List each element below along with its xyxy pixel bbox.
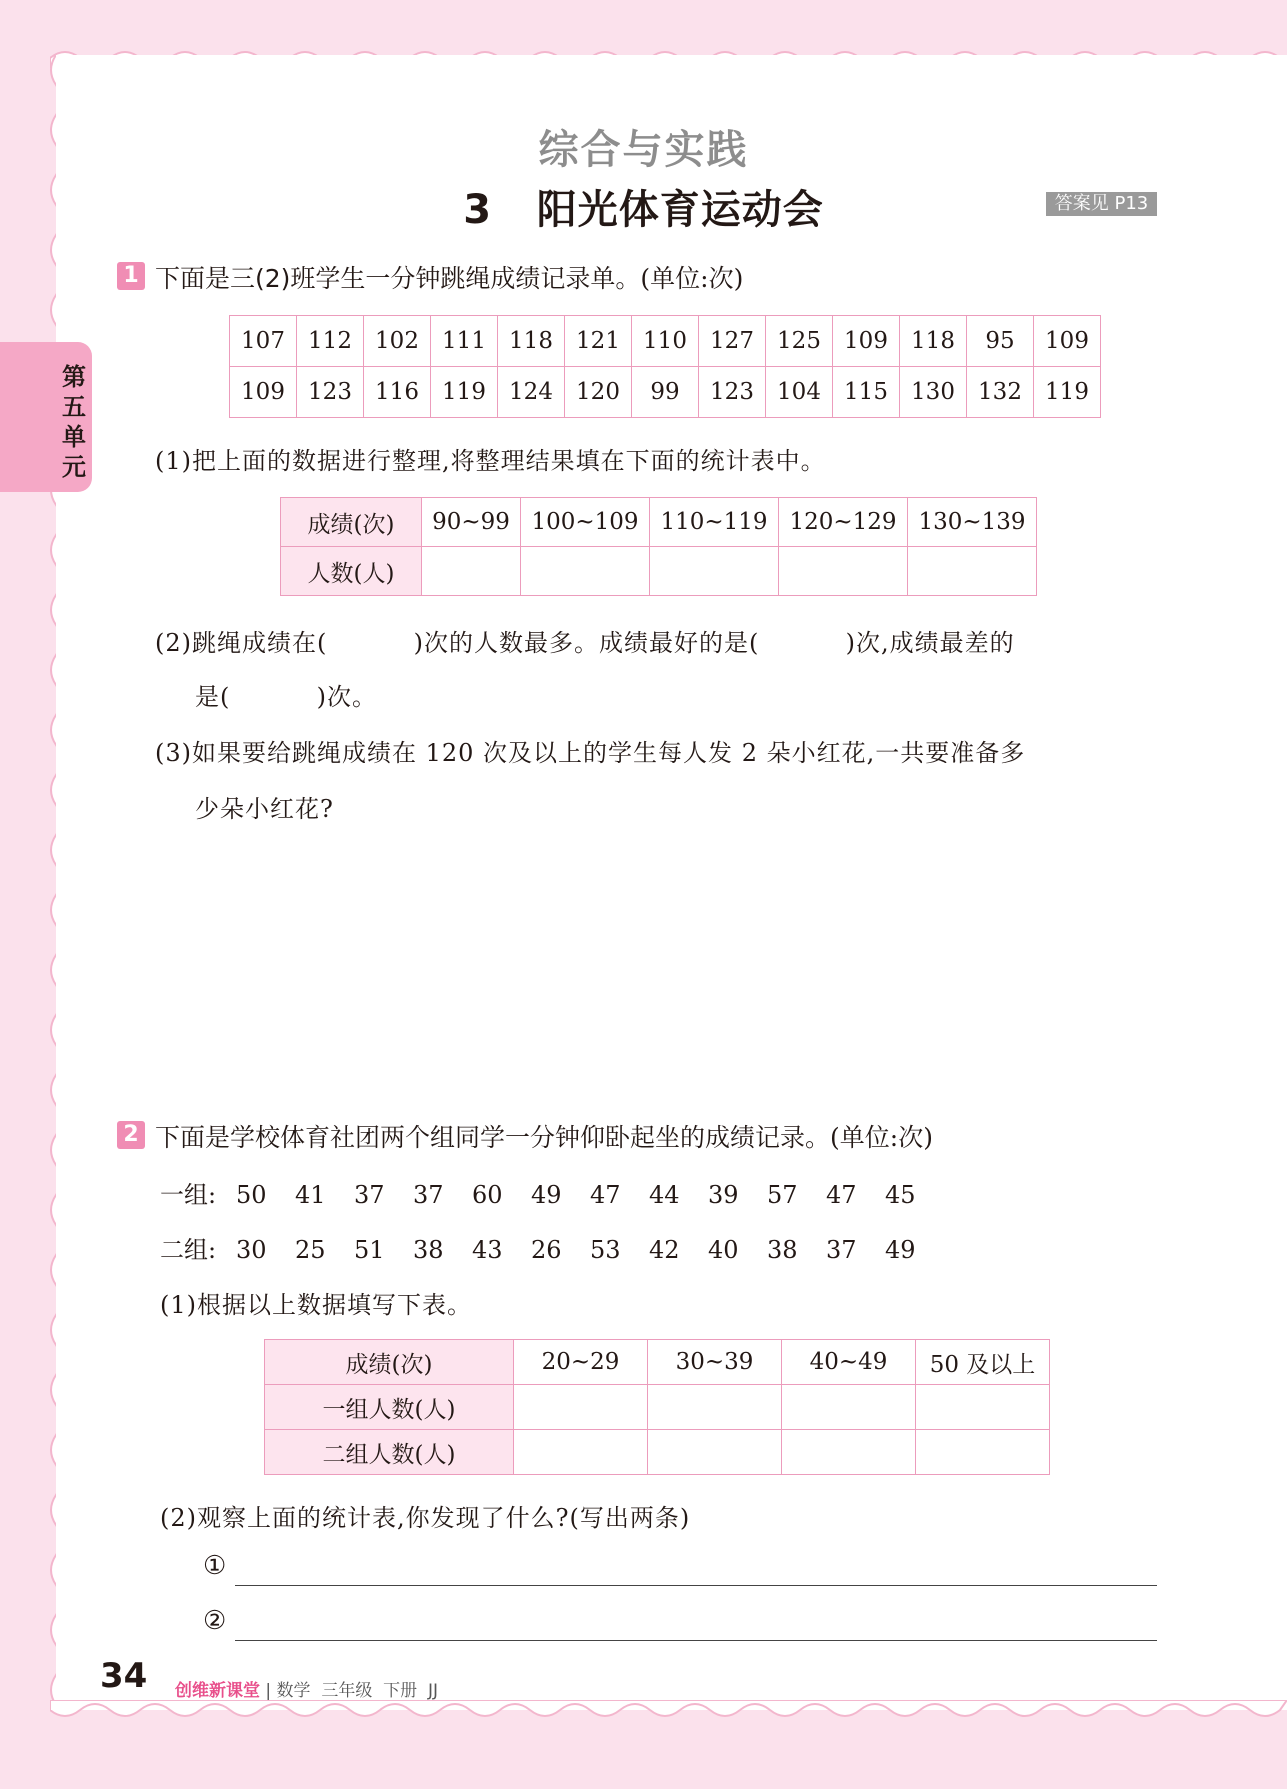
q2-count-input-cell[interactable]: [648, 1430, 782, 1475]
record-cell: 95: [967, 316, 1034, 367]
q1-statistics-table: [280, 497, 1037, 596]
group-1-scores: [160, 1175, 944, 1210]
record-cell: 120: [565, 367, 632, 418]
q1-count-input-cell[interactable]: [908, 547, 1037, 596]
q2-group1-count-row: [265, 1385, 1050, 1430]
q1-part2-line1: (2)跳绳成绩在( )次的人数最多。成绩最好的是( )次,成绩最差的: [155, 629, 1015, 657]
q2-range-cell: 40~49: [782, 1340, 916, 1385]
q2-stat-row-label: 成绩(次): [265, 1340, 514, 1385]
q1-part3-line2: 少朵小红花?: [195, 795, 334, 823]
record-cell: 123: [699, 367, 766, 418]
group-2-score: 38: [413, 1236, 444, 1264]
group-1-score: 41: [295, 1181, 326, 1209]
unit-side-tab: [0, 342, 92, 492]
record-cell: 118: [498, 316, 565, 367]
q2-count-input-cell[interactable]: [916, 1430, 1050, 1475]
question-2-prompt: 下面是学校体育社团两个组同学一分钟仰卧起坐的成绩记录。: [155, 1123, 831, 1152]
q2-count-input-cell[interactable]: [648, 1385, 782, 1430]
record-cell: 109: [230, 367, 297, 418]
record-cell: 102: [364, 316, 431, 367]
answer-reference-badge: 答案见 P13: [1046, 192, 1157, 216]
q1-range-cell: 90~99: [422, 498, 521, 547]
record-cell: 110: [632, 316, 699, 367]
record-cell: 107: [230, 316, 297, 367]
record-cell: 118: [900, 316, 967, 367]
group-1-score: 47: [590, 1181, 621, 1209]
q2-count-input-cell[interactable]: [782, 1430, 916, 1475]
wavy-border-bottom: [50, 1700, 1287, 1724]
q1-count-input-cell[interactable]: [521, 547, 650, 596]
q1-stat-count-row: [281, 547, 1037, 596]
q2-range-cell: 50 及以上: [916, 1340, 1050, 1385]
q2-stat-row-label: 一组人数(人): [265, 1385, 514, 1430]
group-2-score: 49: [885, 1236, 916, 1264]
question-2-unit: (单位:次): [830, 1123, 933, 1152]
q1-range-cell: 130~139: [908, 498, 1037, 547]
record-cell: 111: [431, 316, 498, 367]
q1-part1-text: (1)把上面的数据进行整理,将整理结果填在下面的统计表中。: [155, 447, 826, 475]
record-row-2: [230, 367, 1101, 418]
group-1-score: 37: [413, 1181, 444, 1209]
record-cell: 104: [766, 367, 833, 418]
question-1-text: [155, 259, 743, 295]
q2-stat-row-label: 二组人数(人): [265, 1430, 514, 1475]
answer-line-1[interactable]: [235, 1585, 1157, 1586]
q1-stat-row-label: 成绩(次): [281, 498, 422, 547]
q2-range-cell: 30~39: [648, 1340, 782, 1385]
record-cell: 115: [833, 367, 900, 418]
page-number: 34: [100, 1656, 148, 1696]
q1-part3-line1: (3)如果要给跳绳成绩在 120 次及以上的学生每人发 2 朵小红花,一共要准备多: [155, 739, 1026, 767]
group-2-score: 37: [826, 1236, 857, 1264]
q1-range-cell: 120~129: [779, 498, 908, 547]
group-2-score: 53: [590, 1236, 621, 1264]
footer-info: [175, 1676, 438, 1701]
group-2-score: 30: [236, 1236, 267, 1264]
answer-line-2[interactable]: [235, 1640, 1157, 1641]
q1-record-table: [229, 315, 1101, 418]
q2-count-input-cell[interactable]: [514, 1385, 648, 1430]
record-cell: 112: [297, 316, 364, 367]
q2-count-input-cell[interactable]: [916, 1385, 1050, 1430]
group-1-score: 37: [354, 1181, 385, 1209]
group-1-score: 60: [472, 1181, 503, 1209]
group-2-score: 40: [708, 1236, 739, 1264]
group-2-scores: [160, 1230, 944, 1265]
q1-count-input-cell[interactable]: [779, 547, 908, 596]
q1-range-cell: 100~109: [521, 498, 650, 547]
q2-part2-text: (2)观察上面的统计表,你发现了什么?(写出两条): [160, 1504, 691, 1532]
footer-brand: 创维新课堂: [175, 1681, 260, 1701]
record-cell: 121: [565, 316, 632, 367]
question-1-number: 1: [117, 262, 145, 290]
q1-count-input-cell[interactable]: [650, 547, 779, 596]
question-1-prompt: 下面是三(2)班学生一分钟跳绳成绩记录单。: [155, 264, 641, 293]
question-2-number: 2: [117, 1121, 145, 1149]
q2-count-input-cell[interactable]: [514, 1430, 648, 1475]
record-cell: 109: [1034, 316, 1101, 367]
record-cell: 119: [1034, 367, 1101, 418]
q1-stat-header-row: [281, 498, 1037, 547]
record-cell: 132: [967, 367, 1034, 418]
q2-stat-header-row: [265, 1340, 1050, 1385]
group-2-score: 51: [354, 1236, 385, 1264]
group-1-score: 39: [708, 1181, 739, 1209]
blank-marker-1: ①: [203, 1551, 228, 1581]
group-2-label: 二组:: [160, 1236, 217, 1264]
record-cell: 127: [699, 316, 766, 367]
group-1-score: 50: [236, 1181, 267, 1209]
q2-statistics-table: [264, 1339, 1050, 1475]
group-1-score: 45: [885, 1181, 916, 1209]
record-cell: 119: [431, 367, 498, 418]
record-cell: 123: [297, 367, 364, 418]
q2-group2-count-row: [265, 1430, 1050, 1475]
group-1-score: 57: [767, 1181, 798, 1209]
group-1-score: 47: [826, 1181, 857, 1209]
q1-range-cell: 110~119: [650, 498, 779, 547]
q1-stat-row-label: 人数(人): [281, 547, 422, 596]
q1-part2-line2: 是( )次。: [195, 683, 378, 711]
record-cell: 116: [364, 367, 431, 418]
question-1-unit: (单位:次): [640, 264, 744, 293]
record-cell: 125: [766, 316, 833, 367]
record-cell: 124: [498, 367, 565, 418]
group-2-score: 26: [531, 1236, 562, 1264]
q2-part1-text: (1)根据以上数据填写下表。: [160, 1291, 472, 1319]
unit-tab-label: 第五单元: [62, 363, 86, 481]
record-row-1: [230, 316, 1101, 367]
group-2-score: 42: [649, 1236, 680, 1264]
footer-book-info: | 数学 三年级 下册 JJ: [265, 1681, 438, 1701]
record-cell: 109: [833, 316, 900, 367]
group-1-score: 44: [649, 1181, 680, 1209]
group-2-score: 25: [295, 1236, 326, 1264]
group-2-score: 43: [472, 1236, 503, 1264]
group-1-label: 一组:: [160, 1181, 217, 1209]
group-1-score: 49: [531, 1181, 562, 1209]
question-2-text: [155, 1118, 933, 1154]
q1-answer-area[interactable]: [155, 830, 1155, 1080]
q2-count-input-cell[interactable]: [782, 1385, 916, 1430]
blank-marker-2: ②: [203, 1606, 228, 1636]
record-cell: 99: [632, 367, 699, 418]
q1-count-input-cell[interactable]: [422, 547, 521, 596]
record-cell: 130: [900, 367, 967, 418]
group-2-score: 38: [767, 1236, 798, 1264]
lesson-title: 3 阳光体育运动会: [463, 187, 824, 233]
q2-range-cell: 20~29: [514, 1340, 648, 1385]
section-title: 综合与实践: [538, 127, 749, 173]
